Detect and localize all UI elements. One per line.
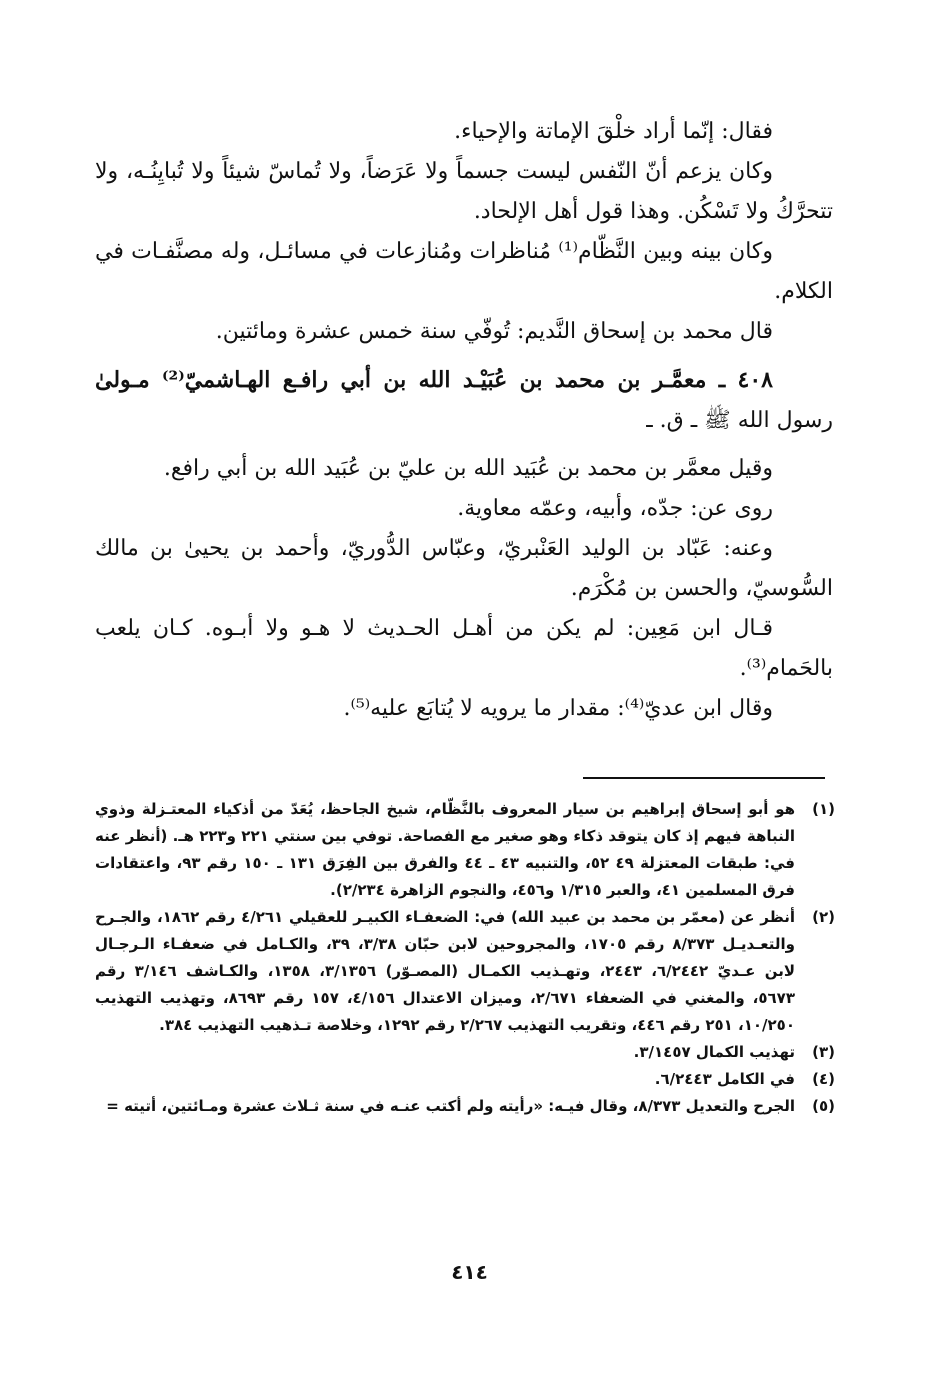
- footnote-number: (٢): [812, 908, 835, 926]
- footnote-number: (٥): [812, 1097, 835, 1115]
- footnote-text: في الكامل ٦/٢٤٤٣.: [654, 1070, 795, 1088]
- footnote-text: أنظر عن (معمّر بن محمد بن عبيد الله) في: الضعفـاء الكبيـر للعقيلي ٤/٢٦١ رقم ١٨٦٢، والجـرح والتعـديـل ٨/٣٧٣ رقم ١٧٠٥، والمجروحين لابن حبّان ٣/٣٨، ٣٩، والكـامل في ضعفـاء الـرجـال لابن عـديّ ٦/٢٤٤٢، ٢٤٤٣، وتهـذيب الكمـال (المصـوّر) ٣/١٣٥٦، ١٣٥٨، والكـاشف ٣/١٤٦ رقم ٥٦٧٣، والمغني في الضعفاء ٢/٦٧١، وميزان الاعتدال ٤/١٥٦، ١٥٧ رقم ٨٦٩٣، وتهذيب التهذيب ١٠/٢٥٠، ٢٥١ رقم ٤٤٦، وتقريب التهذيب ٢/٢٦٧ رقم ١٢٩٢، وخلاصة تـذهيب التهذيب ٣٨٤.: [95, 908, 796, 1034]
- footnote-number: (٤): [812, 1070, 835, 1088]
- paragraph: وكان يزعم أنّ النّفس ليست جسماً ولا عَرَضاً، ولا تُماسّ شيئاً ولا تُبايِنُـه، ولا تتحرَّكُ ولا تَسْكُن. وهذا قول أهل الإلحاد.: [95, 159, 833, 224]
- footnote-separator: [583, 777, 825, 779]
- paragraph: قـال ابن مَعِين: لم يكن من أهـل الحـديث لا هـو ولا أبـوه. كـان يلعب بالحَمام⁽³⁾.: [95, 616, 833, 681]
- paragraph: وعنه: عَبّاد بن الوليد العَنْبريّ، وعبّاس الدُّوريّ، وأحمد بن يحيىٰ بن مالك السُّوسيّ، والحسن بن مُكْرَم.: [95, 536, 833, 601]
- footnote-number: (٣): [812, 1043, 835, 1061]
- entry-title: ٤٠٨ ـ معمَّـر بن محمد بن عُبَيْـد الله بن أبي رافـع الهـاشميّ⁽²⁾ مـولىٰ: [95, 367, 773, 393]
- paragraph: قال محمد بن إسحاق النَّديم: تُوفّي سنة خمس عشرة ومائتين.: [215, 319, 773, 344]
- footnote-text: هو أبو إسحاق إبراهيم بن سيار المعروف بالنَّظّام، شيخ الجاحظ، يُعَدّ من أذكياء المعتـزلة وذوي النباهة فيهم إذ كان يتوقد ذكاء وهو صغير مع الفصاحة. توفي بين سنتي ٢٢١ و٢٢٣ هـ. (أنظر عنه في: طبقات المعتزلة ٤٩ ٥٢، والتنبيه ٤٣ ـ ٤٤ والفرق بين الفِرَق ١٣١ ـ ١٥٠ رقم ٩٣، واعتقادات فرق المسلمين ٤١، والعبر ١/٣١٥ و٤٥٦، والنجوم الزاهرة ٢/٢٣٤).: [95, 800, 796, 899]
- paragraph: فقال: إنّما أراد خلْقَ الإماتة والإحياء.: [454, 119, 773, 144]
- paragraph: وكان بينه وبين النَّظّام⁽¹⁾ مُناظرات ومُنازعات في مسائـل، وله مصنَّفـات في الكلام.: [95, 239, 833, 304]
- footnote: [95, 1039, 835, 1066]
- paragraph: وقال ابن عديّ⁽⁴⁾: مقدار ما يرويه لا يُتابَع عليه⁽⁵⁾.: [343, 696, 773, 721]
- footnote-text: الجرح والتعديل ٨/٣٧٣، وقال فيـه: «رأيته ولم أكتب عنـه في سنة ثـلاث عشرة ومـائتين، أتيته =: [106, 1097, 795, 1115]
- main-text: [95, 112, 833, 729]
- footnote-number: (١): [812, 800, 835, 818]
- paragraph: روى عن: جدّه، وأبيه، وعمّه معاوية.: [457, 496, 773, 521]
- footnote-text: تهذيب الكمال ٣/١٤٥٧.: [633, 1043, 795, 1061]
- paragraph: وقيل معمَّر بن محمد بن عُبَيد الله بن عليّ بن عُبَيد الله بن أبي رافع.: [163, 456, 773, 481]
- entry-heading: [95, 360, 833, 441]
- entry-title-rest: رسول الله ﷺ ـ ق. ـ: [646, 408, 833, 433]
- footnote: [95, 796, 835, 904]
- footnote: [95, 1066, 835, 1093]
- footnotes: [95, 796, 835, 1120]
- footnote: [95, 1093, 835, 1120]
- footnote: [95, 904, 835, 1039]
- page-number: ٤١٤: [451, 1260, 488, 1284]
